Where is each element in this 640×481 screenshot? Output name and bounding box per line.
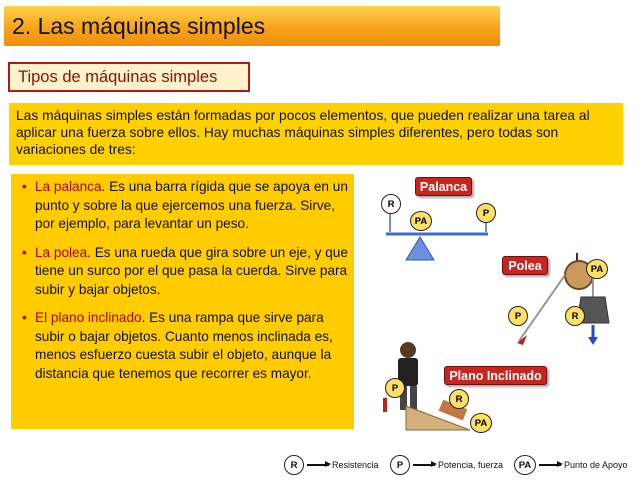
person-head-icon: [400, 342, 416, 358]
incline-r-marker: R: [449, 389, 469, 409]
legend-text: Resistencia: [332, 460, 379, 470]
section-subtitle-box: [8, 62, 250, 92]
incline-p-marker: P: [385, 378, 405, 398]
legend-symbol: R: [284, 455, 304, 475]
incline-label: Plano Inclinado: [444, 366, 547, 385]
lever-label: Palanca: [415, 177, 472, 196]
page-title: 2. Las máquinas simples: [12, 12, 266, 39]
pulley-p-marker: P: [508, 306, 528, 326]
machine-description: . Es una barra rígida que se apoya en un punto y sobre la que ejercemos una fuerza. Sirve, por ejemplo, para levantar un peso.: [35, 179, 348, 231]
bullet-icon: •: [22, 244, 27, 260]
legend-symbol: P: [390, 455, 410, 475]
pulley-r-marker: R: [565, 306, 585, 326]
lever-pa-marker: PA: [410, 211, 432, 231]
fulcrum-triangle-icon: [406, 237, 434, 260]
legend-arrow-icon: [413, 464, 435, 466]
pulley-arrow-down-icon: [588, 337, 598, 345]
lever-r-marker: R: [381, 194, 401, 214]
list-item: [22, 244, 348, 300]
title-bar: [4, 6, 500, 46]
legend-arrow-icon: [307, 464, 329, 466]
incline-pa-marker: PA: [470, 413, 492, 433]
legend-punto-apoyo: [514, 455, 628, 475]
lever-p-marker: P: [476, 203, 496, 223]
machine-description: . Es una rueda que gira sobre un eje, y que tiene un surco por el que pasa la cuerda. Sirve para subir y bajar objetos.: [35, 244, 348, 297]
machine-description: . Es una rampa que sirve para subir o bajar objetos. Cuanto menos inclinada es, menos esfuerzo cuesta subir el objeto, aunque la distancia que tenemos que recorrer es mayor.: [35, 310, 333, 381]
list-item: [22, 178, 348, 234]
machine-term: La palanca: [35, 179, 102, 194]
pulley-label: Polea: [502, 256, 548, 275]
section-subtitle: Tipos de máquinas simples: [18, 67, 218, 86]
legend-text: Punto de Apoyo: [564, 460, 628, 470]
bullet-icon: •: [22, 179, 27, 194]
pulley-rope-line: [519, 275, 565, 341]
pulley-pa-marker: PA: [586, 259, 608, 279]
list-item: [22, 309, 348, 383]
bullet-icon: •: [22, 310, 27, 325]
legend-arrow-icon: [539, 464, 561, 466]
legend-symbol: PA: [514, 455, 536, 475]
machines-list-box: [11, 174, 354, 429]
machine-term: La polea: [35, 244, 88, 260]
machine-term: El plano inclinado: [35, 310, 142, 325]
legend-text: Potencia, fuerza: [438, 460, 504, 470]
legend-potencia: [390, 455, 503, 475]
legend-resistencia: [284, 455, 379, 475]
machines-list: [22, 178, 348, 383]
intro-text: Las máquinas simples están formadas por pocos elementos, que pueden realizar una tarea al aplicar una fuerza sobre ellos. Hay muchas máquinas simples diferentes, pero todas son variaciones de tres:: [9, 103, 623, 165]
